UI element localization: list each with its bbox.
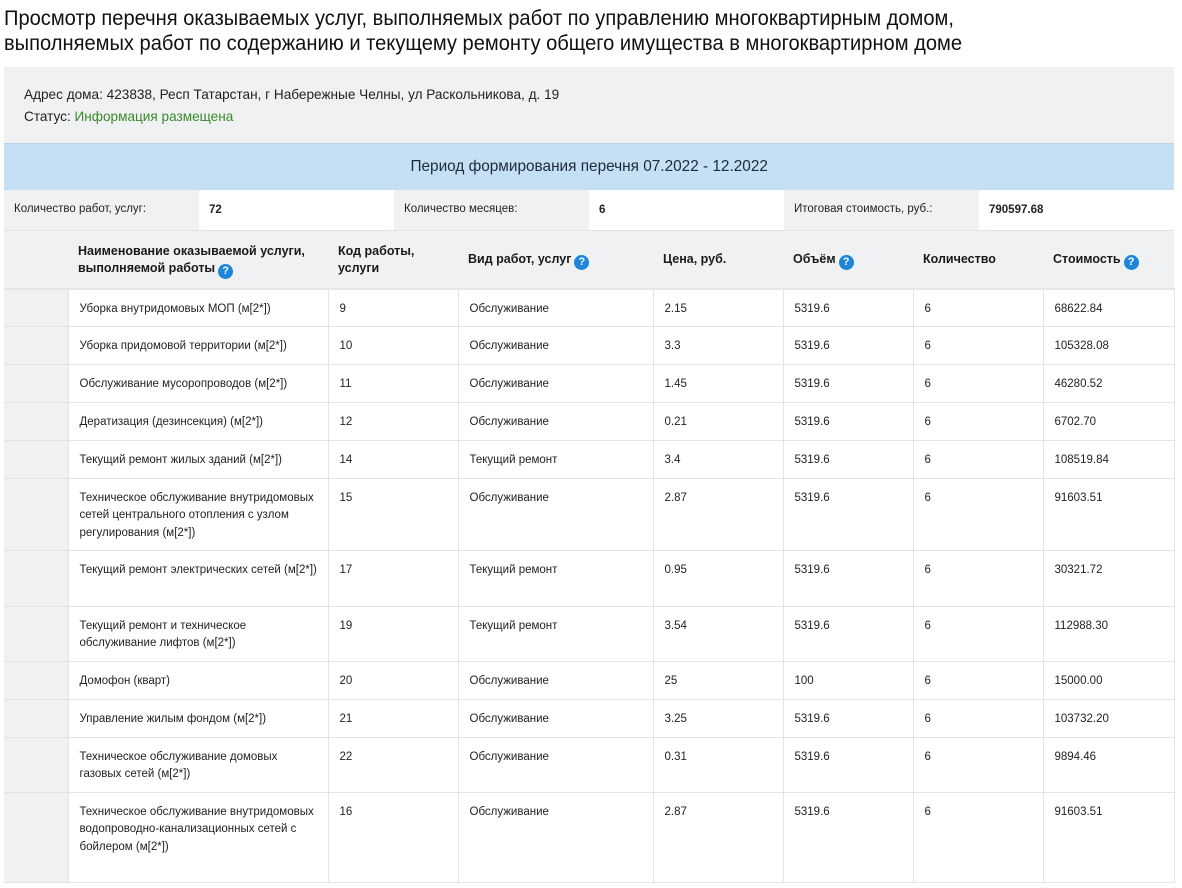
- service-type: Обслуживание: [458, 365, 653, 403]
- service-volume: 5319.6: [783, 551, 913, 607]
- service-cost: 15000.00: [1043, 662, 1174, 700]
- service-code: 9: [328, 289, 458, 327]
- service-cost: 30321.72: [1043, 551, 1174, 607]
- house-info-panel: [4, 67, 1174, 143]
- status-line: [24, 109, 233, 124]
- service-price: 0.31: [653, 738, 783, 793]
- service-quantity: 6: [913, 607, 1043, 662]
- row-index-cell: [4, 441, 68, 479]
- service-price: 1.45: [653, 365, 783, 403]
- page-title-line-1: Просмотр перечня оказываемых услуг, выполняемых работ по управлению многоквартирным домом,: [4, 6, 954, 30]
- service-cost: 91603.51: [1043, 479, 1174, 551]
- service-code: 12: [328, 403, 458, 441]
- header-index: [4, 231, 68, 289]
- header-quantity-label: Количество: [923, 252, 996, 266]
- service-quantity: 6: [913, 700, 1043, 738]
- question-circle-icon[interactable]: ?: [1124, 255, 1139, 270]
- service-type: Обслуживание: [458, 793, 653, 883]
- header-type: [458, 231, 653, 289]
- service-name: Обслуживание мусоропроводов (м[2*]): [68, 365, 328, 403]
- service-type: Обслуживание: [458, 479, 653, 551]
- table-row: [4, 479, 1174, 551]
- row-index-cell: [4, 700, 68, 738]
- header-name-label: Наименование оказываемой услуги, выполняемой работы: [78, 244, 305, 275]
- service-type: Обслуживание: [458, 289, 653, 327]
- services-table-wrapper: [4, 230, 1174, 883]
- service-type: Обслуживание: [458, 403, 653, 441]
- table-row: [4, 607, 1174, 662]
- service-volume: 5319.6: [783, 441, 913, 479]
- row-index-cell: [4, 607, 68, 662]
- table-row: [4, 551, 1174, 607]
- service-cost: 68622.84: [1043, 289, 1174, 327]
- question-circle-icon[interactable]: ?: [839, 255, 854, 270]
- table-row: [4, 441, 1174, 479]
- period-header: [4, 143, 1174, 190]
- table-row: [4, 662, 1174, 700]
- row-index-cell: [4, 551, 68, 607]
- service-volume: 5319.6: [783, 607, 913, 662]
- table-row: [4, 365, 1174, 403]
- row-index-cell: [4, 327, 68, 365]
- months-value: 6: [589, 190, 784, 230]
- service-volume: 5319.6: [783, 700, 913, 738]
- service-price: 3.25: [653, 700, 783, 738]
- header-code: [328, 231, 458, 289]
- service-cost: 103732.20: [1043, 700, 1174, 738]
- works-count-value: 72: [199, 190, 394, 230]
- row-index-cell: [4, 479, 68, 551]
- row-index-cell: [4, 365, 68, 403]
- service-volume: 5319.6: [783, 793, 913, 883]
- period-label: Период формирования перечня 07.2022 - 12.2022: [410, 158, 768, 175]
- months-label: Количество месяцев:: [394, 190, 589, 230]
- service-code: 16: [328, 793, 458, 883]
- service-price: 0.95: [653, 551, 783, 607]
- table-header-row: [4, 231, 1174, 289]
- header-cost: [1043, 231, 1174, 289]
- service-name: Техническое обслуживание внутридомовых сетей центрального отопления с узлом регулирования (м[2*]): [68, 479, 328, 551]
- header-price-label: Цена, руб.: [663, 252, 727, 266]
- service-code: 15: [328, 479, 458, 551]
- service-quantity: 6: [913, 479, 1043, 551]
- service-volume: 5319.6: [783, 327, 913, 365]
- status-label: Статус:: [24, 109, 71, 124]
- service-cost: 108519.84: [1043, 441, 1174, 479]
- service-price: 2.87: [653, 479, 783, 551]
- address-value: 423838, Респ Татарстан, г Набережные Челны, ул Раскольникова, д. 19: [106, 87, 560, 102]
- service-code: 17: [328, 551, 458, 607]
- service-volume: 5319.6: [783, 289, 913, 327]
- service-name: Дератизация (дезинсекция) (м[2*]): [68, 403, 328, 441]
- total-cost-label: Итоговая стоимость, руб.:: [784, 190, 979, 230]
- header-type-label: Вид работ, услуг: [468, 252, 572, 266]
- service-cost: 9894.46: [1043, 738, 1174, 793]
- service-cost: 112988.30: [1043, 607, 1174, 662]
- service-type: Текущий ремонт: [458, 607, 653, 662]
- row-index-cell: [4, 662, 68, 700]
- service-price: 25: [653, 662, 783, 700]
- address-label: Адрес дома:: [24, 87, 103, 102]
- service-cost: 105328.08: [1043, 327, 1174, 365]
- service-type: Обслуживание: [458, 700, 653, 738]
- service-cost: 46280.52: [1043, 365, 1174, 403]
- service-price: 3.3: [653, 327, 783, 365]
- service-price: 2.15: [653, 289, 783, 327]
- service-price: 3.54: [653, 607, 783, 662]
- service-code: 14: [328, 441, 458, 479]
- header-name: [68, 231, 328, 289]
- service-quantity: 6: [913, 403, 1043, 441]
- table-row: [4, 403, 1174, 441]
- header-cost-label: Стоимость: [1053, 252, 1121, 266]
- service-name: Текущий ремонт жилых зданий (м[2*]): [68, 441, 328, 479]
- service-volume: 5319.6: [783, 365, 913, 403]
- row-index-cell: [4, 793, 68, 883]
- service-name: Текущий ремонт и техническое обслуживание лифтов (м[2*]): [68, 607, 328, 662]
- service-name: Техническое обслуживание внутридомовых водопроводно-канализационных сетей с бойлером (м[2*]): [68, 793, 328, 883]
- service-name: Техническое обслуживание домовых газовых сетей (м[2*]): [68, 738, 328, 793]
- service-code: 20: [328, 662, 458, 700]
- service-quantity: 6: [913, 289, 1043, 327]
- service-name: Текущий ремонт электрических сетей (м[2*]): [68, 551, 328, 607]
- service-volume: 5319.6: [783, 479, 913, 551]
- service-type: Текущий ремонт: [458, 551, 653, 607]
- status-value: Информация размещена: [74, 109, 234, 124]
- service-price: 0.21: [653, 403, 783, 441]
- table-row: [4, 700, 1174, 738]
- service-volume: 5319.6: [783, 738, 913, 793]
- service-price: 3.4: [653, 441, 783, 479]
- total-cost-value: 790597.68: [979, 190, 1174, 230]
- service-quantity: 6: [913, 551, 1043, 607]
- service-volume: 5319.6: [783, 403, 913, 441]
- service-name: Уборка придомовой территории (м[2*]): [68, 327, 328, 365]
- question-circle-icon[interactable]: ?: [218, 264, 233, 279]
- service-name: Домофон (кварт): [68, 662, 328, 700]
- service-code: 10: [328, 327, 458, 365]
- table-row: [4, 738, 1174, 793]
- service-quantity: 6: [913, 327, 1043, 365]
- service-price: 2.87: [653, 793, 783, 883]
- service-type: Текущий ремонт: [458, 441, 653, 479]
- table-row: [4, 327, 1174, 365]
- service-type: Обслуживание: [458, 738, 653, 793]
- page-title-line-2: выполняемых работ по содержанию и текущему ремонту общего имущества в многоквартирном доме: [4, 31, 963, 55]
- header-code-label: Код работы, услуги: [338, 244, 415, 275]
- header-price: [653, 231, 783, 289]
- service-name: Уборка внутридомовых МОП (м[2*]): [68, 289, 328, 327]
- service-cost: 91603.51: [1043, 793, 1174, 883]
- service-code: 19: [328, 607, 458, 662]
- question-circle-icon[interactable]: ?: [574, 255, 589, 270]
- row-index-cell: [4, 289, 68, 327]
- service-type: Обслуживание: [458, 327, 653, 365]
- service-code: 21: [328, 700, 458, 738]
- service-quantity: 6: [913, 793, 1043, 883]
- services-table: [4, 230, 1175, 883]
- header-volume: [783, 231, 913, 289]
- address-line: [24, 87, 559, 102]
- service-code: 11: [328, 365, 458, 403]
- page-title: [4, 6, 1102, 56]
- table-row: [4, 289, 1174, 327]
- service-quantity: 6: [913, 365, 1043, 403]
- service-type: Обслуживание: [458, 662, 653, 700]
- header-quantity: [913, 231, 1043, 289]
- summary-row: [4, 190, 1174, 230]
- service-quantity: 6: [913, 738, 1043, 793]
- service-code: 22: [328, 738, 458, 793]
- service-name: Управление жилым фондом (м[2*]): [68, 700, 328, 738]
- service-quantity: 6: [913, 662, 1043, 700]
- row-index-cell: [4, 403, 68, 441]
- service-volume: 100: [783, 662, 913, 700]
- works-count-label: Количество работ, услуг:: [4, 190, 199, 230]
- service-cost: 6702.70: [1043, 403, 1174, 441]
- row-index-cell: [4, 738, 68, 793]
- header-volume-label: Объём: [793, 252, 836, 266]
- service-quantity: 6: [913, 441, 1043, 479]
- table-row: [4, 793, 1174, 883]
